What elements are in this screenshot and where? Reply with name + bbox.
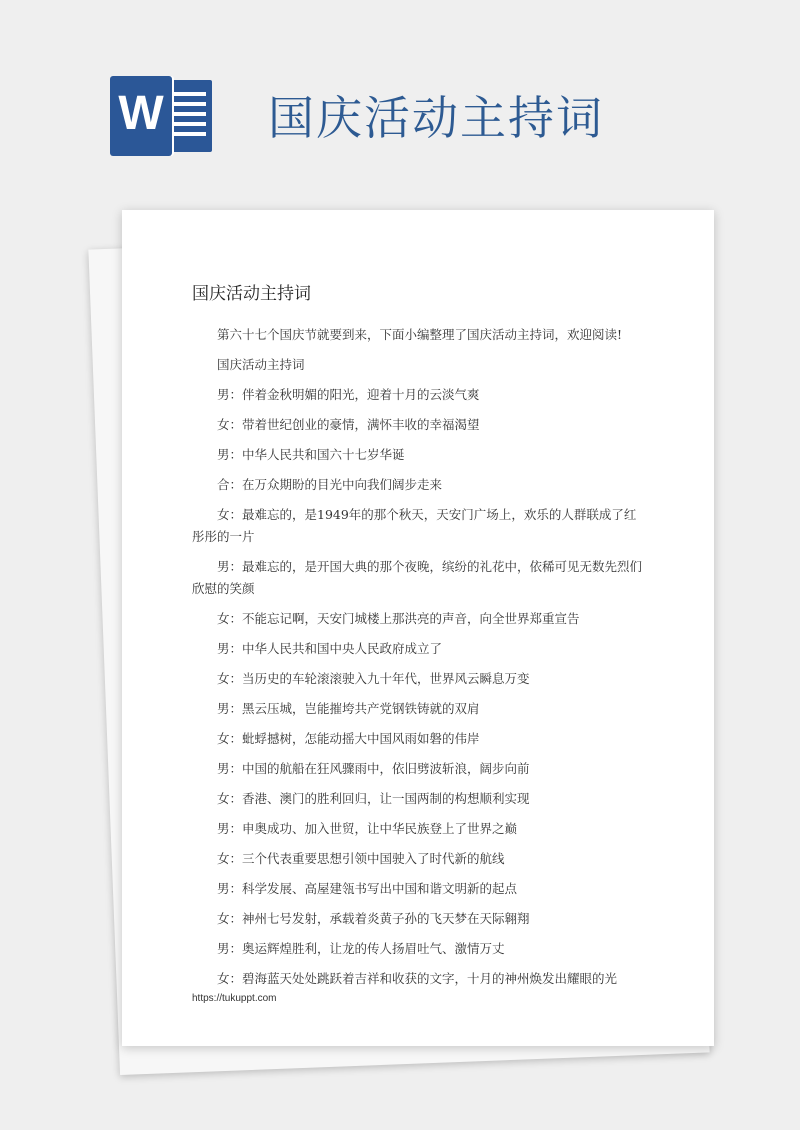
page-text-line [174,122,206,126]
paragraph: 女：碧海蓝天处处跳跃着吉祥和收获的文字，十月的神州焕发出耀眼的光 [217,971,618,986]
paragraph: 女：当历史的车轮滚滚驶入九十年代，世界风云瞬息万变 [217,671,530,686]
footer-url: https://tukuppt.com [192,993,277,1004]
page-text-line [174,92,206,96]
banner-header [0,0,800,200]
paragraph: 男：中华人民共和国中央人民政府成立了 [217,641,443,656]
word-letter-badge [110,76,172,156]
paragraph: 女：不能忘记啊，天安门城楼上那洪亮的声音，向全世界郑重宣告 [217,611,580,626]
paragraph: 女：蚍蜉撼树，怎能动摇大中国风雨如磐的伟岸 [217,731,480,746]
document-body [192,324,647,998]
page-text-line [174,132,206,136]
paragraph: 女：神州七号发射，承载着炎黄子孙的飞天梦在天际翱翔 [217,911,530,926]
paragraph: 男：科学发展、高屋建瓴书写出中国和谐文明新的起点 [217,881,518,896]
paragraph: 第六十七个国庆节就要到来，下面小编整理了国庆活动主持词，欢迎阅读! [217,327,623,342]
paragraph: 女：三个代表重要思想引领中国驶入了时代新的航线 [217,851,505,866]
paragraph: 合：在万众期盼的目光中向我们阔步走来 [217,477,443,492]
paragraph: 国庆活动主持词 [217,357,305,372]
paragraph: 男：中国的航船在狂风骤雨中，依旧劈波斩浪，阔步向前 [217,761,530,776]
word-logo-letter: W [118,87,164,140]
paragraph: 男：伴着金秋明媚的阳光，迎着十月的云淡气爽 [217,387,480,402]
banner-title: 国庆活动主持词 [268,91,604,145]
page-text-line [174,112,206,116]
paragraph: 女：香港、澳门的胜利回归，让一国两制的构想顺利实现 [217,791,530,806]
paragraph: 男：中华人民共和国六十七岁华诞 [217,447,405,462]
paragraph: 女：最难忘的，是1949年的那个秋天，天安门广场上，欢乐的人群联成了红彤彤的一片 [192,507,637,544]
document-title: 国庆活动主持词 [192,284,311,304]
paragraph: 男：最难忘的，是开国大典的那个夜晚，缤纷的礼花中，依稀可见无数先烈们欣慰的笑颜 [192,559,643,596]
paragraph: 男：黑云压城，岂能摧垮共产党钢铁铸就的双肩 [217,701,480,716]
paragraph: 男：申奥成功、加入世贸，让中华民族登上了世界之巅 [217,821,518,836]
paragraph: 女：带着世纪创业的豪情，满怀丰收的幸福渴望 [217,417,480,432]
paragraph: 男：奥运辉煌胜利，让龙的传人扬眉吐气、激情万丈 [217,941,505,956]
page-text-line [174,102,206,106]
document-page [122,210,714,1046]
word-document-icon [110,76,216,156]
